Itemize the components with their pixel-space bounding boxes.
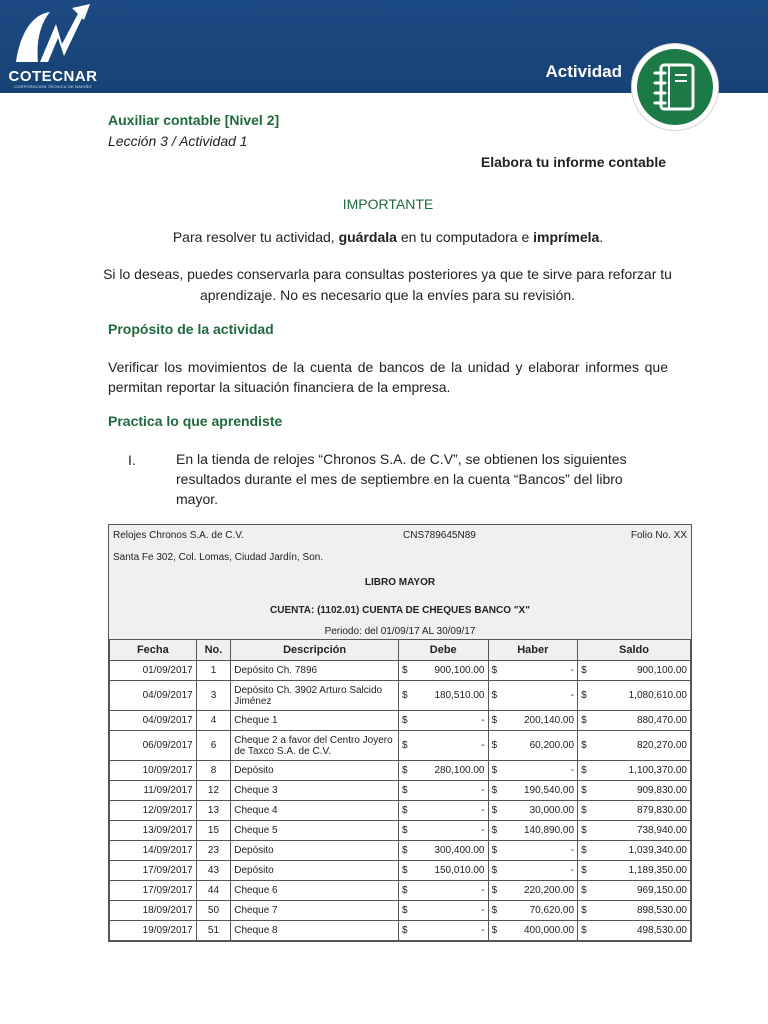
amount-value: - bbox=[570, 665, 575, 676]
cell-debe bbox=[398, 681, 488, 711]
amount-value: 1,080,610.00 bbox=[628, 690, 687, 701]
amount-value: 880,470.00 bbox=[636, 715, 687, 726]
cell-no: 44 bbox=[196, 881, 231, 901]
cell-saldo bbox=[578, 661, 691, 681]
cell-descripcion: Depósito bbox=[231, 841, 399, 861]
instructions-paragraph bbox=[0, 229, 768, 245]
amount-value: 898,530.00 bbox=[636, 905, 687, 916]
currency-sign: $ bbox=[491, 865, 498, 876]
amount-value: 220,200.00 bbox=[524, 885, 575, 896]
amount-value: 280,100.00 bbox=[434, 765, 485, 776]
col-fecha: Fecha bbox=[110, 640, 197, 661]
amount-value: - bbox=[570, 765, 575, 776]
currency-sign: $ bbox=[491, 905, 498, 916]
amount-value: - bbox=[481, 905, 485, 916]
currency-sign: $ bbox=[581, 715, 587, 726]
amount-value: 738,940.00 bbox=[636, 825, 687, 836]
currency-sign: $ bbox=[491, 740, 498, 751]
amount-value: 190,540.00 bbox=[524, 785, 575, 796]
ledger-grid bbox=[109, 639, 691, 941]
currency-sign: $ bbox=[581, 925, 587, 936]
table-row bbox=[110, 731, 691, 761]
amount-value: 400,000.00 bbox=[524, 925, 575, 936]
amount-value: - bbox=[481, 785, 485, 796]
amount-value: 1,189,350.00 bbox=[628, 865, 687, 876]
note-paragraph: Si lo deseas, puedes conservarla para consultas posteriores ya que te sirve para reforzar tu aprendizaje. No es necesario que la envíes para su revisión. bbox=[103, 266, 672, 303]
amount-value: 909,830.00 bbox=[636, 785, 687, 796]
cell-saldo bbox=[578, 841, 691, 861]
cell-descripcion: Cheque 7 bbox=[231, 901, 399, 921]
logo-subtitle: CORPORACIÓN TÉCNICA DE NARIÑO bbox=[14, 84, 92, 89]
currency-sign: $ bbox=[581, 765, 587, 776]
currency-sign: $ bbox=[401, 715, 408, 726]
purpose-text: Verificar los movimientos de la cuenta de bancos de la unidad y elaborar informes que permitan reportar la situación financiera de la empresa. bbox=[108, 359, 668, 395]
cell-haber bbox=[488, 861, 578, 881]
cell-fecha: 17/09/2017 bbox=[110, 861, 197, 881]
item-text: En la tienda de relojes “Chronos S.A. de C.V”, se obtienen los siguientes resultados durante el mes de septiembre en la cuenta “Bancos” del libro mayor. bbox=[176, 451, 627, 507]
ledger-period: Periodo: del 01/09/17 AL 30/09/17 bbox=[109, 625, 691, 639]
currency-sign: $ bbox=[491, 715, 498, 726]
instructions-text: . bbox=[599, 229, 604, 245]
header-title: Actividad bbox=[545, 62, 622, 81]
currency-sign: $ bbox=[401, 765, 408, 776]
company-name: Relojes Chronos S.A. de C.V. bbox=[113, 530, 244, 541]
cell-descripcion: Depósito Ch. 3902 Arturo Salcido Jiménez bbox=[231, 681, 399, 711]
cell-haber bbox=[488, 801, 578, 821]
amount-value: 70,620.00 bbox=[529, 905, 575, 916]
currency-sign: $ bbox=[581, 865, 587, 876]
currency-sign: $ bbox=[401, 825, 408, 836]
cell-debe bbox=[398, 921, 488, 941]
cell-haber bbox=[488, 841, 578, 861]
amount-value: 140,890.00 bbox=[524, 825, 575, 836]
currency-sign: $ bbox=[581, 785, 587, 796]
cell-haber bbox=[488, 881, 578, 901]
cell-saldo bbox=[578, 781, 691, 801]
cell-debe bbox=[398, 711, 488, 731]
cell-saldo bbox=[578, 681, 691, 711]
cell-no: 1 bbox=[196, 661, 231, 681]
cell-debe bbox=[398, 661, 488, 681]
amount-value: - bbox=[481, 925, 485, 936]
amount-value: - bbox=[481, 740, 485, 751]
amount-value: 180,510.00 bbox=[434, 690, 485, 701]
cell-haber bbox=[488, 731, 578, 761]
folio-number: Folio No. XX bbox=[630, 530, 687, 541]
cell-no: 12 bbox=[196, 781, 231, 801]
currency-sign: $ bbox=[581, 740, 587, 751]
cell-fecha: 06/09/2017 bbox=[110, 731, 197, 761]
amount-value: 969,150.00 bbox=[636, 885, 687, 896]
amount-value: - bbox=[570, 865, 575, 876]
cell-no: 15 bbox=[196, 821, 231, 841]
currency-sign: $ bbox=[491, 885, 498, 896]
cell-saldo bbox=[578, 821, 691, 841]
currency-sign: $ bbox=[401, 885, 408, 896]
cell-fecha: 01/09/2017 bbox=[110, 661, 197, 681]
cell-haber bbox=[488, 821, 578, 841]
table-row bbox=[110, 901, 691, 921]
cell-haber bbox=[488, 661, 578, 681]
cell-fecha: 12/09/2017 bbox=[110, 801, 197, 821]
cell-no: 8 bbox=[196, 761, 231, 781]
currency-sign: $ bbox=[491, 845, 498, 856]
ledger-header-row bbox=[110, 640, 691, 661]
course-title: Auxiliar contable [Nivel 2] bbox=[108, 112, 280, 128]
currency-sign: $ bbox=[581, 805, 587, 816]
currency-sign: $ bbox=[401, 690, 408, 701]
instructions-emphasis-print: imprímela bbox=[533, 229, 600, 245]
table-row bbox=[110, 921, 691, 941]
currency-sign: $ bbox=[581, 825, 587, 836]
cell-descripcion: Cheque 8 bbox=[231, 921, 399, 941]
ledger-rows bbox=[110, 661, 691, 941]
currency-sign: $ bbox=[401, 845, 408, 856]
cell-haber bbox=[488, 761, 578, 781]
cell-descripcion: Cheque 5 bbox=[231, 821, 399, 841]
cell-saldo bbox=[578, 861, 691, 881]
amount-value: 150,010.00 bbox=[434, 865, 485, 876]
cell-fecha: 19/09/2017 bbox=[110, 921, 197, 941]
cell-haber bbox=[488, 921, 578, 941]
cell-fecha: 18/09/2017 bbox=[110, 901, 197, 921]
lesson-label: Lección 3 / Actividad 1 bbox=[108, 133, 248, 149]
cell-saldo bbox=[578, 801, 691, 821]
currency-sign: $ bbox=[581, 905, 587, 916]
currency-sign: $ bbox=[491, 805, 498, 816]
currency-sign: $ bbox=[401, 905, 408, 916]
cell-saldo bbox=[578, 761, 691, 781]
table-row bbox=[110, 761, 691, 781]
table-row bbox=[110, 881, 691, 901]
company-rfc: CNS789645N89 bbox=[403, 530, 476, 541]
cell-haber bbox=[488, 681, 578, 711]
col-no: No. bbox=[196, 640, 231, 661]
currency-sign: $ bbox=[401, 865, 408, 876]
practice-heading: Practica lo que aprendiste bbox=[108, 413, 283, 429]
cell-fecha: 11/09/2017 bbox=[110, 781, 197, 801]
table-row bbox=[110, 711, 691, 731]
item-number: I. bbox=[128, 452, 136, 468]
amount-value: - bbox=[481, 715, 485, 726]
table-row bbox=[110, 821, 691, 841]
amount-value: 820,270.00 bbox=[636, 740, 687, 751]
cell-debe bbox=[398, 861, 488, 881]
currency-sign: $ bbox=[491, 785, 498, 796]
table-row bbox=[110, 781, 691, 801]
currency-sign: $ bbox=[401, 785, 408, 796]
company-address: Santa Fe 302, Col. Lomas, Ciudad Jardín, Son. bbox=[109, 547, 691, 569]
table-row bbox=[110, 861, 691, 881]
amount-value: 900,100.00 bbox=[434, 665, 485, 676]
amount-value: 1,039,340.00 bbox=[628, 845, 687, 856]
cell-no: 3 bbox=[196, 681, 231, 711]
cell-debe bbox=[398, 731, 488, 761]
task-title: Elabora tu informe contable bbox=[480, 154, 666, 170]
notebook-icon bbox=[651, 61, 699, 115]
cell-haber bbox=[488, 711, 578, 731]
ledger-table bbox=[108, 524, 692, 942]
amount-value: 1,100,370.00 bbox=[628, 765, 687, 776]
amount-value: - bbox=[570, 690, 575, 701]
currency-sign: $ bbox=[401, 665, 408, 676]
cell-no: 13 bbox=[196, 801, 231, 821]
cell-descripcion: Cheque 6 bbox=[231, 881, 399, 901]
amount-value: 879,830.00 bbox=[636, 805, 687, 816]
amount-value: 200,140.00 bbox=[524, 715, 575, 726]
cell-no: 4 bbox=[196, 711, 231, 731]
amount-value: 30,000.00 bbox=[529, 805, 575, 816]
table-row bbox=[110, 801, 691, 821]
important-heading: IMPORTANTE bbox=[342, 196, 434, 212]
table-row bbox=[110, 841, 691, 861]
cell-descripcion: Cheque 2 a favor del Centro Joyero de Taxco S.A. de C.V. bbox=[231, 731, 399, 761]
cell-saldo bbox=[578, 731, 691, 761]
cell-fecha: 04/09/2017 bbox=[110, 681, 197, 711]
currency-sign: $ bbox=[491, 665, 498, 676]
logo-text: COTECNAR bbox=[8, 68, 98, 85]
amount-value: 300,400.00 bbox=[434, 845, 485, 856]
logo-mark-icon bbox=[10, 4, 92, 66]
cell-debe bbox=[398, 881, 488, 901]
activity-badge bbox=[632, 44, 718, 130]
cell-no: 6 bbox=[196, 731, 231, 761]
cell-debe bbox=[398, 781, 488, 801]
cell-descripcion: Depósito Ch. 7896 bbox=[231, 661, 399, 681]
currency-sign: $ bbox=[581, 885, 587, 896]
amount-value: 498,530.00 bbox=[636, 925, 687, 936]
amount-value: - bbox=[481, 825, 485, 836]
currency-sign: $ bbox=[401, 740, 408, 751]
amount-value: - bbox=[481, 805, 485, 816]
col-debe: Debe bbox=[398, 640, 488, 661]
cell-saldo bbox=[578, 921, 691, 941]
purpose-heading: Propósito de la actividad bbox=[108, 321, 274, 337]
instructions-emphasis-save: guárdala bbox=[338, 229, 397, 245]
cell-debe bbox=[398, 821, 488, 841]
cell-descripcion: Cheque 4 bbox=[231, 801, 399, 821]
cell-fecha: 17/09/2017 bbox=[110, 881, 197, 901]
cotecnar-logo bbox=[8, 4, 98, 89]
currency-sign: $ bbox=[581, 665, 587, 676]
cell-saldo bbox=[578, 901, 691, 921]
cell-fecha: 10/09/2017 bbox=[110, 761, 197, 781]
currency-sign: $ bbox=[491, 825, 498, 836]
cell-descripcion: Depósito bbox=[231, 861, 399, 881]
col-saldo: Saldo bbox=[578, 640, 691, 661]
ledger-company-row bbox=[109, 525, 691, 547]
cell-debe bbox=[398, 801, 488, 821]
currency-sign: $ bbox=[491, 925, 498, 936]
amount-value: - bbox=[570, 845, 575, 856]
cell-descripcion: Cheque 1 bbox=[231, 711, 399, 731]
cell-fecha: 14/09/2017 bbox=[110, 841, 197, 861]
col-descripcion: Descripción bbox=[231, 640, 399, 661]
amount-value: - bbox=[481, 885, 485, 896]
cell-saldo bbox=[578, 881, 691, 901]
cell-no: 51 bbox=[196, 921, 231, 941]
currency-sign: $ bbox=[491, 765, 498, 776]
cell-debe bbox=[398, 841, 488, 861]
instructions-text: en tu computadora e bbox=[396, 229, 534, 245]
currency-sign: $ bbox=[581, 690, 587, 701]
currency-sign: $ bbox=[581, 845, 587, 856]
currency-sign: $ bbox=[491, 690, 498, 701]
col-haber: Haber bbox=[488, 640, 578, 661]
currency-sign: $ bbox=[401, 925, 408, 936]
ledger-book-title: LIBRO MAYOR bbox=[109, 569, 691, 597]
cell-descripcion: Depósito bbox=[231, 761, 399, 781]
ledger-account: CUENTA: (1102.01) CUENTA DE CHEQUES BANCO "X" bbox=[109, 597, 691, 625]
table-row bbox=[110, 681, 691, 711]
cell-haber bbox=[488, 901, 578, 921]
cell-no: 43 bbox=[196, 861, 231, 881]
amount-value: 60,200.00 bbox=[529, 740, 575, 751]
cell-descripcion: Cheque 3 bbox=[231, 781, 399, 801]
instructions-text: Para resolver tu actividad, bbox=[172, 229, 339, 245]
currency-sign: $ bbox=[401, 805, 408, 816]
cell-saldo bbox=[578, 711, 691, 731]
cell-fecha: 13/09/2017 bbox=[110, 821, 197, 841]
table-row bbox=[110, 661, 691, 681]
cell-debe bbox=[398, 901, 488, 921]
cell-haber bbox=[488, 781, 578, 801]
cell-no: 23 bbox=[196, 841, 231, 861]
cell-debe bbox=[398, 761, 488, 781]
cell-fecha: 04/09/2017 bbox=[110, 711, 197, 731]
cell-no: 50 bbox=[196, 901, 231, 921]
amount-value: 900,100.00 bbox=[636, 665, 687, 676]
